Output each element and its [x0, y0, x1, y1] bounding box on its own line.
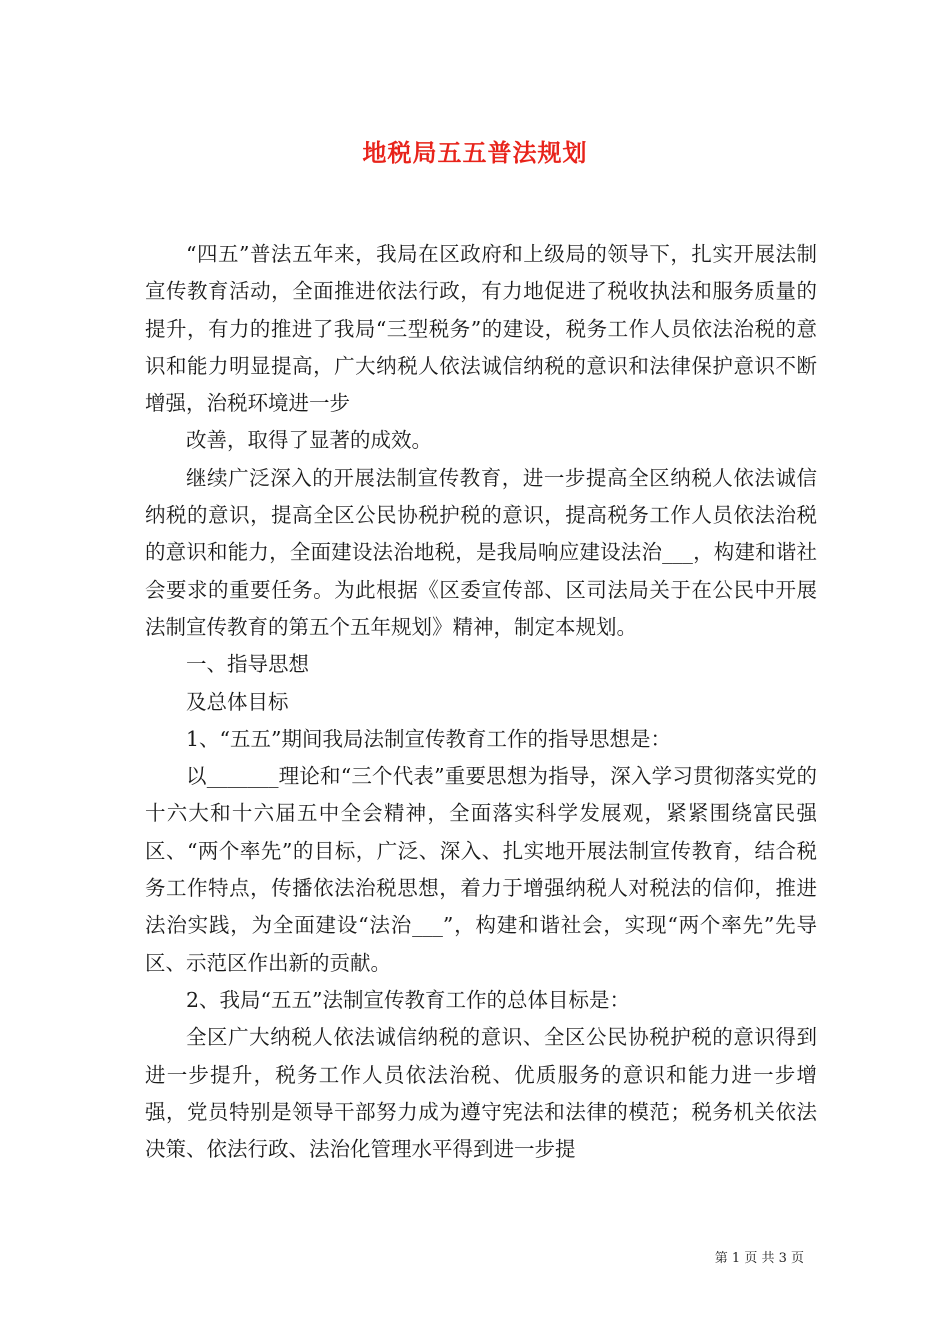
paragraph: 全区广大纳税人依法诚信纳税的意识、全区公民协税护税的意识得到进一步提升，税务工作人员依法治税、优质服务的意识和能力进一步增强，党员特别是领导干部努力成为遵守宪法和法律的模范；税务机关依法决策、依法行政、法治化管理水平得到进一步提 — [145, 1025, 817, 1162]
paragraph: 1、“五五”期间我局法制宣传教育工作的指导思想是： — [186, 726, 672, 751]
document-body — [145, 236, 817, 1168]
paragraph: 继续广泛深入的开展法制宣传教育，进一步提高全区纳税人依法诚信纳税的意识，提高全区公民协税护税的意识，提高税务工作人员依法治税的意识和能力，全面建设法治地税，是我局响应建设法治___，构建和谐社会要求的重要任务。为此根据《区委宣传部、区司法局关于在公民中开展法制宣传教育的第五个五年规划》精神，制定本规划。 — [145, 465, 817, 639]
section-heading: 一、指导思想 — [186, 652, 309, 677]
document-title: 地税局五五普法规划 — [362, 138, 588, 167]
paragraph: 2、我局“五五”法制宣传教育工作的总体目标是： — [186, 987, 631, 1012]
paragraph: “四五”普法五年来，我局在区政府和上级局的领导下，扎实开展法制宣传教育活动，全面推进依法行政，有力地促进了税收执法和服务质量的提升，有力的推进了我局“三型税务”的建设，税务工作人员依法治税的意识和能力明显提高，广大纳税人依法诚信纳税的意识和法律保护意识不断增强，治税环境进一步 — [145, 242, 817, 416]
section-heading: 及总体目标 — [186, 689, 289, 714]
paragraph: 改善，取得了显著的成效。 — [186, 428, 432, 453]
paragraph: 以_______理论和“三个代表”重要思想为指导，深入学习贯彻落实党的十六大和十六届五中全会精神，全面落实科学发展观，紧紧围绕富民强区、“两个率先”的目标，广泛、深入、扎实地开展法制宣传教育，结合税务工作特点，传播依法治税思想，着力于增强纳税人对税法的信仰，推进法治实践，为全面建设“法治___”，构建和谐社会，实现“两个率先”先导区、示范区作出新的贡献。 — [145, 764, 817, 975]
page-number: 第 1 页 共 3 页 — [714, 1251, 804, 1266]
